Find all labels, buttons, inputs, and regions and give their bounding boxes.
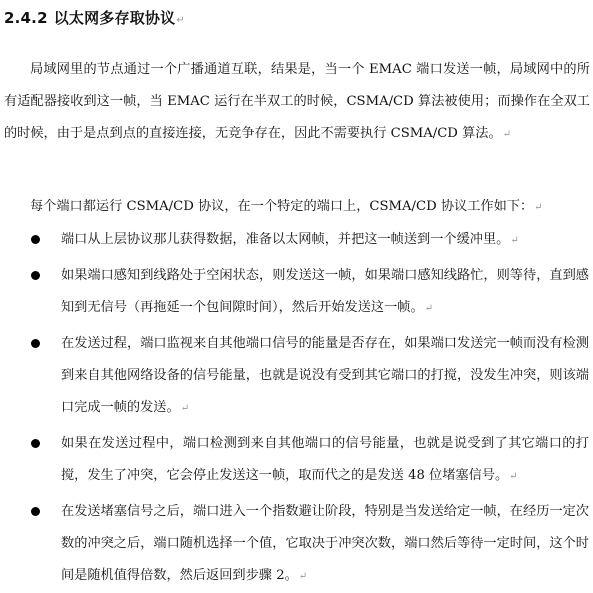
- list-item: [0, 260, 593, 325]
- section-heading: [4, 7, 185, 28]
- list-item-text: 如果端口感知到线路处于空闲状态，则发送这一帧，如果端口感知线路忙，则等待，直到感知到无信号（再拖延一个包间隙时间），然后开始发送这一帧。: [61, 268, 589, 315]
- list-item: [0, 328, 593, 425]
- bullet-list: [0, 224, 593, 593]
- list-item-text: 在发送堵塞信号之后，端口进入一个指数避让阶段，特别是当发送给定一帧，在经历一定次数的冲突之后，端口随机选择一个值，它取决于冲突次数，端口然后等待一定时间，这个时间是随机值得倍数，然后返回到步骤 2。: [61, 504, 589, 583]
- bullet-icon: [31, 235, 40, 244]
- paragraph-mark-icon: ↵: [534, 202, 543, 213]
- paragraph-mark-icon: ↵: [424, 303, 434, 314]
- list-item: [0, 428, 593, 493]
- paragraph-mark-icon: ↵: [180, 403, 190, 414]
- list-item: [0, 224, 593, 257]
- section-number: 2.4.2: [4, 9, 48, 27]
- list-item-text: 如果在发送过程中，端口检测到来自其他端口的信号能量，也就是说受到了其它端口的打搅，发生了冲突，它会停止发送这一帧，取而代之的是发送 48 位堵塞信号。: [61, 436, 589, 483]
- lead-text: 每个端口都运行 CSMA/CD 协议，在一个特定的端口上，CSMA/CD 协议工作如下：: [30, 199, 534, 214]
- list-item-text: 端口从上层协议那儿获得数据，准备以太网帧，并把这一帧送到一个缓冲里。: [61, 232, 510, 247]
- intro-text: 局域网里的节点通过一个广播通道互联，结果是，当一个 EMAC 端口发送一帧，局域网中的所有适配器接收到这一帧，当 EMAC 运行在半双工的时候，CSMA/CD 算法被使用；而操作在全双工的时候，由于是点到点的直接连接，无竞争存在，因此不需要执行 CSMA/CD 算法。: [4, 62, 590, 141]
- paragraph-mark-icon: ↵: [510, 235, 519, 246]
- lead-paragraph: [30, 191, 590, 224]
- intro-paragraph: [4, 54, 590, 151]
- bullet-icon: [31, 339, 40, 348]
- paragraph-mark-icon: ↵: [502, 129, 512, 140]
- list-item: [0, 496, 593, 593]
- paragraph-mark-icon: ↵: [509, 471, 518, 482]
- list-item-text: 在发送过程，端口监视来自其他端口信号的能量是否存在，如果端口发送完一帧而没有检测到来自其他网络设备的信号能量，也就是说没有受到其它端口的打搅，没发生冲突，则该端口完成一帧的发送。: [61, 336, 589, 415]
- paragraph-mark-icon: ↵: [298, 571, 308, 582]
- bullet-icon: [31, 507, 40, 516]
- bullet-icon: [31, 439, 40, 448]
- section-title: 以太网多存取协议: [53, 9, 176, 27]
- paragraph-mark-icon: ↵: [176, 15, 185, 26]
- bullet-icon: [31, 271, 40, 280]
